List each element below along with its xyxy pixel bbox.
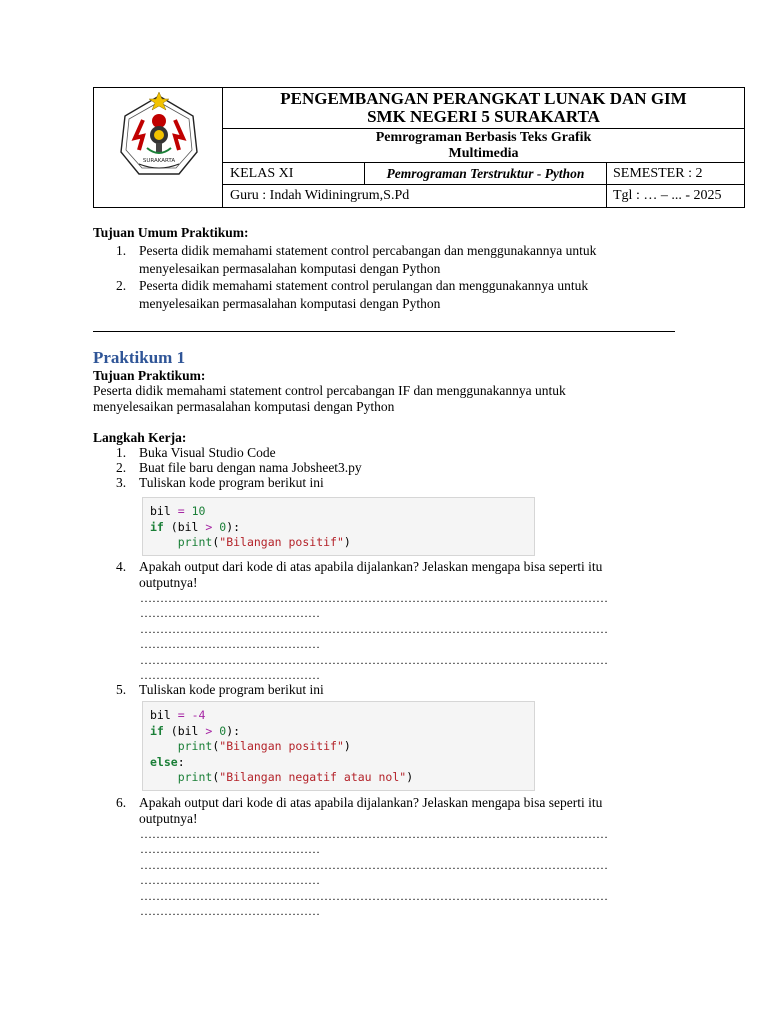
- code-token: bil: [150, 504, 171, 518]
- mapel-cell: Pemrograman Terstruktur - Python: [364, 163, 606, 184]
- code-token: =: [177, 504, 185, 518]
- step-text: Buka Visual Studio Code: [139, 445, 276, 460]
- step-number: 1.: [116, 445, 127, 460]
- praktikum-heading: Praktikum 1: [93, 348, 186, 367]
- code-token: (: [212, 770, 220, 784]
- tujuan-item-number: 2.: [116, 278, 127, 293]
- code-line: [150, 535, 534, 551]
- step-number: 6.: [116, 795, 127, 810]
- langkah-kerja-label: Langkah Kerja:: [93, 430, 187, 445]
- answer-line: ………………………………………: [140, 873, 320, 887]
- code-token: ): [343, 739, 351, 753]
- answer-line: ………………………………………………………………………………………………………: [140, 653, 608, 667]
- title-line-2: SMK NEGERI 5 SURAKARTA: [367, 107, 600, 126]
- step-text: Apakah output dari kode di atas apabila dijalankan? Jelaskan mengapa bisa seperti itu: [139, 559, 603, 574]
- code-token: "Bilangan positif": [219, 739, 344, 753]
- header-info-row: [223, 163, 744, 185]
- tanggal-cell: Tgl : … – ... - 2025: [606, 185, 744, 207]
- code-token: 10: [191, 504, 206, 518]
- code-line: [150, 504, 534, 520]
- code-token: ):: [226, 723, 241, 738]
- step-text: Tuliskan kode program berikut ini: [139, 682, 324, 697]
- answer-line: ………………………………………………………………………………………………………: [140, 591, 608, 605]
- code-line: [150, 724, 534, 740]
- code-token: if: [150, 723, 164, 738]
- title-line-1: PENGEMBANGAN PERANGKAT LUNAK DAN GIM: [280, 89, 687, 108]
- code-token: else: [150, 754, 178, 769]
- code-token: print: [177, 770, 213, 784]
- answer-line: ………………………………………: [140, 637, 320, 651]
- code-token: bil: [150, 708, 171, 722]
- code-token: 0: [219, 723, 227, 738]
- answer-line: ………………………………………: [140, 668, 320, 682]
- code-token: =: [177, 708, 185, 722]
- step-number: 4.: [116, 559, 127, 574]
- code-line: [150, 520, 534, 536]
- step-number: 5.: [116, 682, 127, 697]
- subtitle-line-2: Multimedia: [448, 146, 519, 161]
- step-text: outputnya!: [139, 575, 198, 590]
- tujuan-item-number: 1.: [116, 243, 127, 258]
- logo-cell: [94, 88, 223, 207]
- code-token: (: [212, 535, 220, 549]
- answer-line: ………………………………………: [140, 842, 320, 856]
- tujuan-praktikum-text: menyelesaikan permasalahan komputasi dengan Python: [93, 399, 395, 414]
- tujuan-item-text: menyelesaikan permasalahan komputasi dengan Python: [139, 296, 441, 311]
- step-text: Buat file baru dengan nama Jobsheet3.py: [139, 460, 362, 475]
- code-block-2: [142, 701, 535, 791]
- step-number: 3.: [116, 475, 127, 490]
- code-token: (bil: [163, 723, 206, 738]
- code-token: ): [406, 770, 414, 784]
- header-subtitle: [223, 129, 744, 163]
- code-block-1: [142, 497, 535, 556]
- tujuan-item-text: menyelesaikan permasalahan komputasi dengan Python: [139, 261, 441, 276]
- code-token: -4: [191, 708, 206, 722]
- step-text: Apakah output dari kode di atas apabila dijalankan? Jelaskan mengapa bisa seperti itu: [139, 795, 603, 810]
- step-text: Tuliskan kode program berikut ini: [139, 475, 324, 490]
- header-title: [223, 88, 744, 129]
- answer-line: ………………………………………………………………………………………………………: [140, 889, 608, 903]
- tujuan-praktikum-text: Peserta didik memahami statement control percabangan IF dan menggunakannya untuk: [93, 383, 566, 398]
- section-divider: [93, 331, 675, 332]
- kelas-cell: KELAS XI: [230, 166, 294, 181]
- code-line: [150, 739, 534, 755]
- school-logo-icon: [113, 88, 205, 207]
- tujuan-umum-heading: Tujuan Umum Praktikum:: [93, 225, 249, 240]
- answer-line: ………………………………………………………………………………………………………: [140, 827, 608, 841]
- logo-text: SURAKARTA: [142, 158, 176, 164]
- code-token: "Bilangan positif": [219, 535, 344, 549]
- code-token: :: [177, 754, 185, 769]
- step-text: outputnya!: [139, 811, 198, 826]
- tujuan-item-text: Peserta didik memahami statement control percabangan dan menggunakannya untuk: [139, 243, 597, 258]
- code-line: [150, 708, 534, 724]
- code-token: print: [177, 535, 213, 549]
- code-token: (: [212, 739, 220, 753]
- guru-cell: Guru : Indah Widiningrum,S.Pd: [230, 188, 410, 203]
- code-token: print: [177, 739, 213, 753]
- code-token: >: [205, 519, 213, 534]
- subtitle-line-1: Pemrograman Berbasis Teks Grafik: [375, 130, 592, 145]
- header-table: [93, 87, 745, 208]
- code-line: [150, 770, 534, 786]
- answer-line: ………………………………………: [140, 904, 320, 918]
- code-token: 0: [219, 519, 227, 534]
- answer-line: ………………………………………………………………………………………………………: [140, 622, 608, 636]
- code-token: ):: [226, 519, 241, 534]
- answer-line: ………………………………………………………………………………………………………: [140, 858, 608, 872]
- code-line: [150, 755, 534, 771]
- code-token: if: [150, 519, 164, 534]
- tujuan-item-text: Peserta didik memahami statement control perulangan dan menggunakannya untuk: [139, 278, 589, 293]
- answer-line: ………………………………………: [140, 606, 320, 620]
- code-token: "Bilangan negatif atau nol": [219, 770, 407, 784]
- code-token: (bil: [163, 519, 206, 534]
- header-guru-row: [223, 185, 744, 207]
- step-number: 2.: [116, 460, 127, 475]
- tujuan-praktikum-label: Tujuan Praktikum:: [93, 368, 206, 383]
- semester-cell: SEMESTER : 2: [606, 163, 744, 184]
- code-token: >: [205, 723, 213, 738]
- code-token: ): [343, 535, 351, 549]
